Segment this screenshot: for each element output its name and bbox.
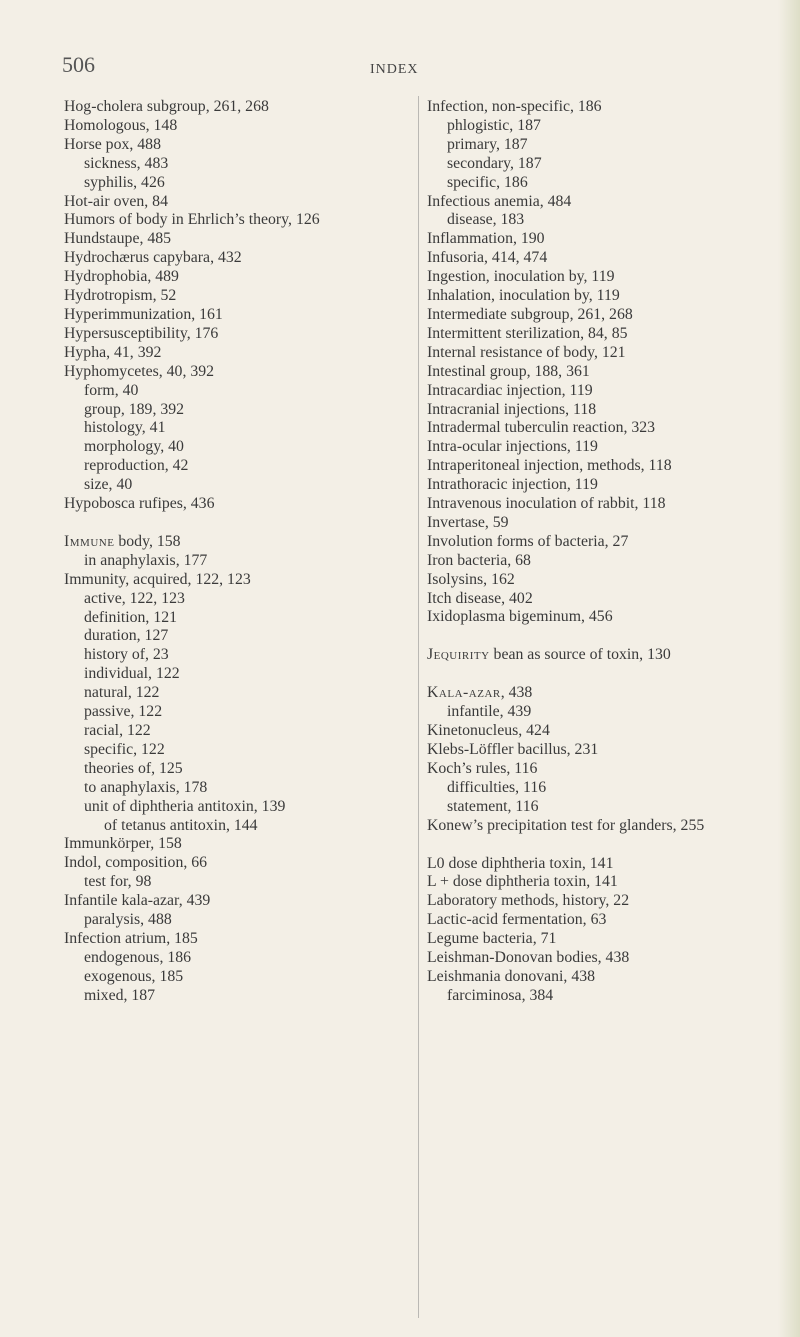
index-subentry bbox=[64, 438, 409, 457]
entry-text: disease, 183 bbox=[447, 211, 525, 229]
entry-text: Hot-air oven, 84 bbox=[64, 192, 168, 210]
index-entry bbox=[427, 457, 767, 476]
entry-text: Intraperitoneal injection, methods, 118 bbox=[427, 457, 672, 475]
index-entry bbox=[427, 306, 767, 325]
index-subentry bbox=[64, 703, 409, 722]
entry-text: endogenous, 186 bbox=[84, 948, 192, 966]
index-entry bbox=[64, 495, 409, 514]
entry-text: statement, 116 bbox=[447, 797, 539, 815]
index-entry bbox=[427, 646, 767, 665]
page-edge-shading bbox=[778, 0, 800, 1337]
column-divider bbox=[418, 96, 419, 1318]
entry-text: Infantile kala-azar, 439 bbox=[64, 892, 211, 910]
index-entry bbox=[64, 835, 409, 854]
entry-text: Isolysins, 162 bbox=[427, 570, 515, 588]
index-subentry bbox=[64, 552, 409, 571]
entry-text: Humors of body in Ehrlich’s theory, 126 bbox=[64, 211, 320, 229]
index-entry bbox=[427, 419, 767, 438]
index-entry bbox=[64, 930, 409, 949]
index-entry bbox=[427, 363, 767, 382]
index-entry bbox=[64, 306, 409, 325]
index-entry bbox=[427, 930, 767, 949]
entry-text: Iron bacteria, 68 bbox=[427, 551, 531, 569]
entry-text: Intermediate subgroup, 261, 268 bbox=[427, 305, 633, 323]
entry-text: Involution forms of bacteria, 27 bbox=[427, 532, 629, 550]
entry-text: specific, 122 bbox=[84, 740, 165, 758]
index-subentry bbox=[64, 627, 409, 646]
entry-text: Laboratory methods, history, 22 bbox=[427, 892, 630, 910]
entry-text: Infection atrium, 185 bbox=[64, 929, 198, 947]
index-entry bbox=[64, 230, 409, 249]
entry-text: bean as source of toxin, 130 bbox=[489, 646, 671, 664]
entry-text: Infusoria, 414, 474 bbox=[427, 249, 548, 267]
entry-text: Intracardiac injection, 119 bbox=[427, 381, 593, 399]
index-entry bbox=[427, 533, 767, 552]
index-subentry bbox=[64, 779, 409, 798]
index-entry bbox=[427, 249, 767, 268]
index-subentry bbox=[64, 873, 409, 892]
entry-text: Hydrophobia, 489 bbox=[64, 268, 179, 286]
entry-text: Leishman-Donovan bodies, 438 bbox=[427, 949, 630, 967]
section-gap bbox=[427, 665, 767, 684]
index-subentry bbox=[427, 117, 767, 136]
index-entry bbox=[64, 571, 409, 590]
entry-text: secondary, 187 bbox=[447, 154, 542, 172]
index-entry bbox=[427, 287, 767, 306]
index-subentry bbox=[427, 798, 767, 817]
entry-text: test for, 98 bbox=[84, 873, 152, 891]
index-entry bbox=[427, 552, 767, 571]
index-entry bbox=[427, 684, 767, 703]
entry-text: specific, 186 bbox=[447, 173, 528, 191]
index-subentry bbox=[64, 457, 409, 476]
running-head: INDEX bbox=[370, 62, 419, 77]
entry-text: Hyphomycetes, 40, 392 bbox=[64, 362, 215, 380]
index-entry bbox=[427, 608, 767, 627]
index-entry bbox=[427, 98, 767, 117]
entry-text: Klebs-Löffler bacillus, 231 bbox=[427, 741, 599, 758]
entry-text: Intra-ocular injections, 119 bbox=[427, 438, 598, 456]
entry-text: Lactic-acid fermentation, 63 bbox=[427, 911, 607, 929]
entry-text: L + dose diphtheria toxin, 141 bbox=[427, 873, 618, 891]
section-gap bbox=[427, 836, 767, 855]
index-entry bbox=[64, 249, 409, 268]
index-entry bbox=[427, 722, 767, 741]
index-subentry bbox=[427, 136, 767, 155]
index-entry bbox=[427, 476, 767, 495]
index-entry bbox=[64, 363, 409, 382]
index-subentry bbox=[64, 817, 409, 836]
index-subentry bbox=[64, 476, 409, 495]
entry-text: Infection, non-specific, 186 bbox=[427, 98, 602, 115]
index-entry bbox=[64, 98, 409, 117]
index-subentry bbox=[64, 684, 409, 703]
entry-text: Kinetonucleus, 424 bbox=[427, 722, 550, 740]
entry-text: of tetanus antitoxin, 144 bbox=[104, 816, 258, 834]
index-entry bbox=[427, 949, 767, 968]
entry-text: individual, 122 bbox=[84, 665, 180, 683]
index-entry bbox=[427, 514, 767, 533]
entry-text: Intracranial injections, 118 bbox=[427, 400, 597, 418]
index-entry bbox=[64, 854, 409, 873]
index-subentry bbox=[64, 987, 409, 1006]
entry-text: definition, 121 bbox=[84, 608, 178, 626]
index-entry bbox=[427, 401, 767, 420]
index-subentry bbox=[64, 401, 409, 420]
index-entry bbox=[427, 325, 767, 344]
entry-text: syphilis, 426 bbox=[84, 173, 165, 191]
index-entry bbox=[427, 817, 767, 836]
index-subentry bbox=[64, 590, 409, 609]
entry-text: Konew’s precipitation test for glanders, 255 bbox=[427, 816, 705, 834]
entry-text: Leishmania donovani, 438 bbox=[427, 967, 596, 985]
entry-text: Indol, composition, 66 bbox=[64, 854, 208, 872]
section-lead-word: Kala-azar bbox=[427, 684, 501, 702]
index-subentry bbox=[64, 722, 409, 741]
entry-text: , 438 bbox=[500, 684, 533, 702]
entry-text: active, 122, 123 bbox=[84, 589, 185, 607]
section-gap bbox=[64, 514, 409, 533]
entry-text: phlogistic, 187 bbox=[447, 116, 541, 134]
entry-text: in anaphylaxis, 177 bbox=[84, 551, 208, 569]
index-subentry bbox=[64, 174, 409, 193]
entry-text: L0 dose diphtheria toxin, 141 bbox=[427, 854, 614, 872]
entry-text: Itch disease, 402 bbox=[427, 589, 533, 607]
entry-text: Hundstaupe, 485 bbox=[64, 230, 172, 248]
entry-text: Ixidoplasma bigeminum, 456 bbox=[427, 608, 613, 626]
entry-text: primary, 187 bbox=[447, 135, 528, 153]
index-entry bbox=[427, 495, 767, 514]
index-subentry bbox=[427, 174, 767, 193]
index-subentry bbox=[64, 968, 409, 987]
entry-text: Horse pox, 488 bbox=[64, 135, 161, 153]
entry-text: Legume bacteria, 71 bbox=[427, 930, 557, 948]
index-subentry bbox=[427, 703, 767, 722]
entry-text: form, 40 bbox=[84, 381, 139, 399]
index-entry bbox=[64, 325, 409, 344]
entry-text: Hyperimmunization, 161 bbox=[64, 305, 223, 323]
index-entry bbox=[427, 382, 767, 401]
index-subentry bbox=[64, 419, 409, 438]
entry-text: morphology, 40 bbox=[84, 438, 184, 456]
entry-text: Intradermal tuberculin reaction, 323 bbox=[427, 419, 656, 437]
entry-text: unit of diphtheria antitoxin, 139 bbox=[84, 797, 286, 815]
entry-text: Homologous, 148 bbox=[64, 116, 178, 134]
section-gap bbox=[427, 627, 767, 646]
entry-text: Immunity, acquired, 122, 123 bbox=[64, 570, 251, 588]
entry-text: mixed, 187 bbox=[84, 986, 156, 1004]
entry-text: size, 40 bbox=[84, 476, 133, 494]
index-entry bbox=[427, 193, 767, 212]
entry-text: passive, 122 bbox=[84, 703, 163, 721]
index-subentry bbox=[427, 779, 767, 798]
entry-text: body, 158 bbox=[114, 532, 181, 550]
index-entry bbox=[64, 533, 409, 552]
entry-text: histology, 41 bbox=[84, 419, 166, 437]
index-subentry bbox=[64, 760, 409, 779]
entry-text: reproduction, 42 bbox=[84, 457, 189, 475]
index-subentry bbox=[64, 155, 409, 174]
index-subentry bbox=[64, 665, 409, 684]
entry-text: history of, 23 bbox=[84, 646, 169, 664]
index-entry bbox=[427, 741, 767, 760]
entry-text: theories of, 125 bbox=[84, 759, 183, 777]
entry-text: Hydrotropism, 52 bbox=[64, 287, 177, 305]
index-subentry bbox=[427, 211, 767, 230]
index-entry bbox=[427, 438, 767, 457]
index-subentry bbox=[64, 911, 409, 930]
index-entry bbox=[427, 344, 767, 363]
index-entry bbox=[64, 193, 409, 212]
entry-text: natural, 122 bbox=[84, 684, 160, 702]
entry-text: Intermittent sterilization, 84, 85 bbox=[427, 324, 628, 342]
entry-text: Inflammation, 190 bbox=[427, 230, 545, 248]
index-entry bbox=[427, 892, 767, 911]
entry-text: Inhalation, inoculation by, 119 bbox=[427, 287, 620, 305]
index-subentry bbox=[427, 155, 767, 174]
entry-text: sickness, 483 bbox=[84, 154, 169, 172]
section-lead-word: Jequirity bbox=[427, 646, 490, 664]
index-subentry bbox=[64, 646, 409, 665]
entry-text: Invertase, 59 bbox=[427, 513, 509, 531]
entry-text: exogenous, 185 bbox=[84, 967, 184, 985]
index-entry bbox=[64, 344, 409, 363]
index-entry bbox=[427, 230, 767, 249]
entry-text: Hog-cholera subgroup, 261, 268 bbox=[64, 98, 269, 115]
index-subentry bbox=[64, 609, 409, 628]
entry-text: Intrathoracic injection, 119 bbox=[427, 476, 598, 494]
index-entry bbox=[64, 117, 409, 136]
entry-text: Hypersusceptibility, 176 bbox=[64, 324, 219, 342]
entry-text: Intestinal group, 188, 361 bbox=[427, 362, 590, 380]
entry-text: paralysis, 488 bbox=[84, 911, 172, 929]
index-entry bbox=[427, 873, 767, 892]
index-entry bbox=[64, 287, 409, 306]
entry-text: farciminosa, 384 bbox=[447, 986, 554, 1004]
entry-text: racial, 122 bbox=[84, 722, 151, 739]
entry-text: Koch’s rules, 116 bbox=[427, 759, 538, 777]
entry-text: difficulties, 116 bbox=[447, 778, 547, 796]
entry-text: Internal resistance of body, 121 bbox=[427, 343, 626, 361]
entry-text: Intravenous inoculation of rabbit, 118 bbox=[427, 495, 666, 513]
section-lead-word: Immune bbox=[64, 532, 115, 550]
index-column-right bbox=[427, 98, 767, 1006]
entry-text: Ingestion, inoculation by, 119 bbox=[427, 268, 615, 286]
index-entry bbox=[427, 911, 767, 930]
entry-text: Hypobosca rufipes, 436 bbox=[64, 495, 215, 513]
index-subentry bbox=[64, 949, 409, 968]
entry-text: duration, 127 bbox=[84, 627, 169, 645]
entry-text: group, 189, 392 bbox=[84, 400, 185, 418]
index-entry bbox=[427, 590, 767, 609]
index-subentry bbox=[64, 741, 409, 760]
index-entry bbox=[427, 855, 767, 874]
index-entry bbox=[64, 268, 409, 287]
index-entry bbox=[427, 968, 767, 987]
index-subentry bbox=[64, 798, 409, 817]
index-entry bbox=[427, 760, 767, 779]
index-subentry bbox=[427, 987, 767, 1006]
index-entry bbox=[427, 268, 767, 287]
index-entry bbox=[64, 892, 409, 911]
entry-text: Hydrochærus capybara, 432 bbox=[64, 249, 242, 267]
entry-text: Immunkörper, 158 bbox=[64, 835, 182, 853]
index-column-left bbox=[64, 98, 409, 1006]
index-entry bbox=[427, 571, 767, 590]
index-subentry bbox=[64, 382, 409, 401]
entry-text: to anaphylaxis, 178 bbox=[84, 778, 208, 796]
entry-text: Hypha, 41, 392 bbox=[64, 343, 162, 361]
index-entry bbox=[64, 211, 409, 230]
index-entry bbox=[64, 136, 409, 155]
entry-text: infantile, 439 bbox=[447, 703, 532, 721]
page-number: 506 bbox=[62, 52, 95, 77]
entry-text: Infectious anemia, 484 bbox=[427, 192, 572, 210]
